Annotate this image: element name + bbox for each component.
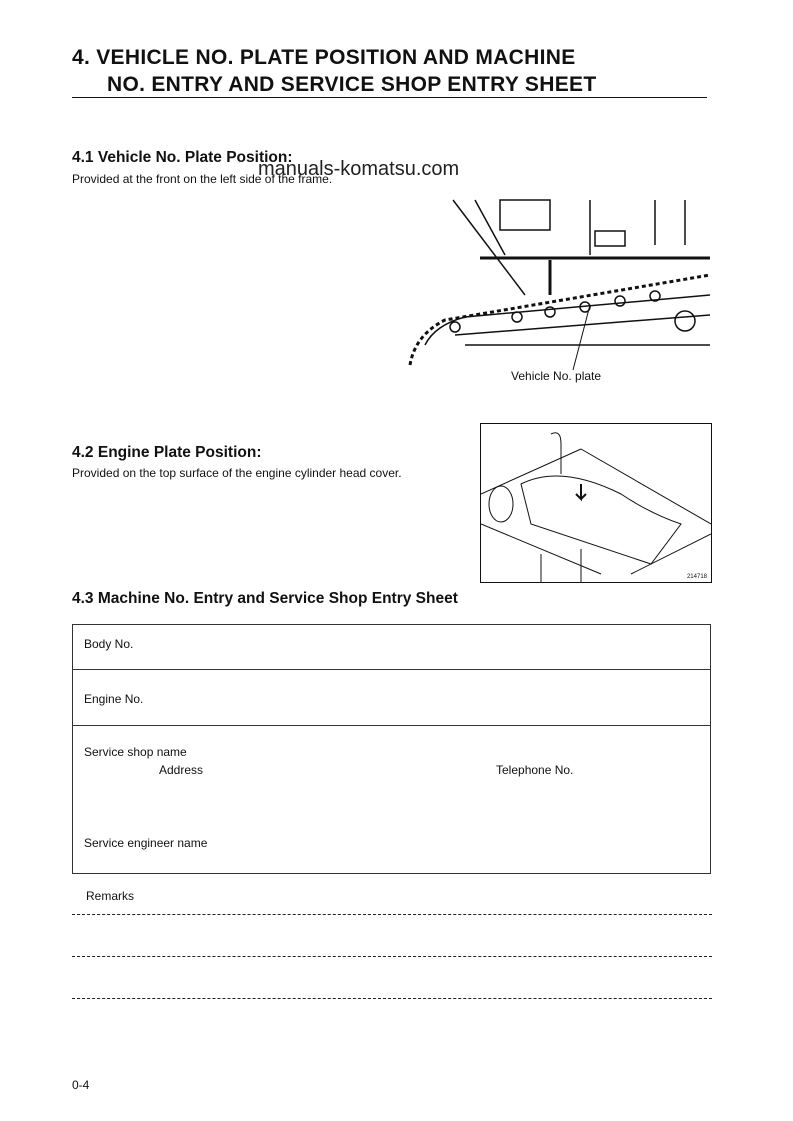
title-rule (72, 97, 707, 98)
vehicle-plate-illustration (405, 195, 710, 380)
remarks-label: Remarks (86, 889, 135, 903)
section-4-2-heading: 4.2 Engine Plate Position: (72, 444, 262, 461)
remarks-line (72, 998, 712, 999)
page-number: 0-4 (72, 1078, 90, 1092)
body-no-label: Body No. (84, 637, 134, 651)
vehicle-plate-callout: Vehicle No. plate (511, 369, 602, 383)
section-4-1-text: Provided at the front on the left side of the frame. (72, 172, 333, 186)
row-divider (72, 669, 710, 670)
engine-no-label: Engine No. (84, 692, 144, 706)
row-divider (72, 873, 710, 874)
remarks-line (72, 914, 712, 915)
watermark: manuals-komatsu.com (258, 158, 460, 180)
title-line-2: NO. ENTRY AND SERVICE SHOP ENTRY SHEET (107, 73, 597, 96)
remarks-line (72, 956, 712, 957)
section-4-1-heading: 4.1 Vehicle No. Plate Position: (72, 149, 293, 166)
engine-plate-illustration (480, 423, 712, 583)
address-label: Address (159, 763, 204, 777)
section-4-2-text: Provided on the top surface of the engine cylinder head cover. (72, 466, 402, 480)
service-engineer-label: Service engineer name (84, 836, 208, 850)
service-shop-name-label: Service shop name (84, 745, 187, 759)
row-divider (72, 725, 710, 726)
telephone-label: Telephone No. (496, 763, 574, 777)
figure-code: 214718 (686, 574, 707, 580)
title-line-1: 4. VEHICLE NO. PLATE POSITION AND MACHINE (72, 46, 576, 69)
section-4-3-heading: 4.3 Machine No. Entry and Service Shop Entry Sheet (72, 590, 458, 607)
